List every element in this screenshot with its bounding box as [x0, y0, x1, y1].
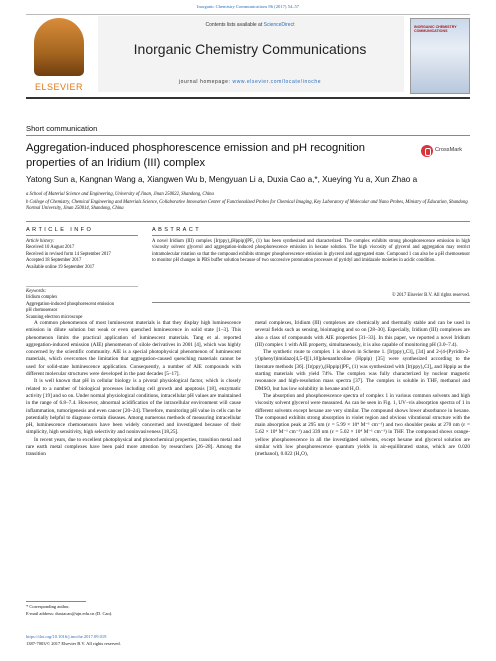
abstract-text: A novel Iridium (III) complex [Ir(ppy)₂(Hppip)]PF₆ (1) has been synthesized and characterized. The complex exhibits strong phosphorescence emission in high viscosity solvent glycerol and aggregation-induced phosphorescence emission in hexane solution. The high viscosity of glycerol and aggregation may restrict intramolecular rotation so that the compound exhibits stronger phosphorescence emission in glycerol and aggregated state. Compound 1 can also be a pH chemosensor to monitor pH changes in PBS buffer solution because of two successive protonation processes of pyridyl and imidazole moieties in acidic condition. [152, 239, 470, 264]
article-history [26, 239, 144, 271]
article-title: Aggregation-induced phosphorescence emission and pH recognition properties of an Iridium (III) complex [26, 142, 365, 169]
body-column-left [26, 320, 241, 459]
keyword-item: pH chemosensor [26, 308, 58, 314]
abstract-heading: ABSTRACT [152, 227, 202, 233]
homepage-link[interactable]: www.elsevier.com/locate/inoche [232, 79, 322, 85]
sciencedirect-link[interactable]: ScienceDirect [263, 22, 295, 28]
doi-link[interactable]: https://doi.org/10.1016/j.inoche.2017.09.019 [26, 634, 107, 639]
keyword-item: Aggregation-induced phosphorescent emission [26, 301, 115, 307]
body-paragraph: The synthetic route to complex 1 is shown in Scheme 1. [Ir(ppy)₂Cl]₂ [34] and 2-(4-(Pyridin-2-yl)phenyl)imidazo[4,5-f][1,10]phenanthroline (Hppip) [35] were synthesized according to the literature methods [36]. [Ir(ppy)₂(Hppip)]PF₆ (1) was synthesized with [Ir(ppy)₂Cl]₂ and Hppip as the starting materials with yield 74%. The complex was fully characterized by nuclear magnetic resonance and high-resolution mass spectra [37]. The complex is soluble in THF, methanol and DMSO, but has low solubility in hexane and H₂O. [255, 349, 470, 392]
issn-line: 1387-7003/© 2017 Elsevier B.V. All rights reserved. [26, 640, 121, 646]
affiliation-b: b College of Chemistry, Chemical Engineering and Materials Science, Collaborative Innovation Center of Functionalized Probes for Chemical Imaging, Key Laboratory of Molecular and Nano Probes, Ministry of Education, Shandong Normal University, Jinan 250014, Shandong, China [26, 200, 468, 212]
affiliation-a: a School of Material Science and Engineering, University of Jinan, Jinan 250022, Shandong, China [26, 192, 214, 197]
divider [26, 135, 470, 136]
crossmark-label: CrossMark [435, 147, 463, 153]
email-note: E-mail address: duxiacao@ujn.edu.cn (D. Cao). [26, 610, 113, 616]
section-type: Short communication [26, 124, 98, 133]
divider [26, 235, 138, 236]
journal-title: Inorganic Chemistry Communications [133, 41, 367, 57]
author-list: Yatong Sun a, Kangnan Wang a, Xiangwen Wu b, Mengyuan Li a, Duxia Cao a,*, Xueying Yu a, Xun Zhao a [26, 175, 418, 184]
corresponding-author-note: * Corresponding author. [26, 604, 70, 609]
divider [26, 221, 470, 222]
body-paragraph: The absorption and phosphorescence spectra of complex 1 in various common solvents and high viscosity solvent glycerol were measured. As can be seen in Fig. 1, UV–vis absorption spectra of 1 in different solvents except hexane are very similar. The compound shows lower absorbance in hexane. The compound exhibits strong absorption in violet region and obvious vibrational structure with the main absorption peak at 295 nm (ε = 5.99 × 10⁴ M⁻¹ cm⁻¹) and two shoulder peaks at 270 nm (ε = 5.62 × 10⁴ M⁻¹ cm⁻¹) and 339 nm (ε = 5.02 × 10⁴ M⁻¹ cm⁻¹) in THF. The compound shows orange-yellow phosphorescence in all the investigated solvents, except hexane and glycerol solution are similar with low phosphorescence quantum yields in air-equilibrated status, which are 0.020 (methanol), 0.022 (H₂O), [255, 392, 470, 458]
article-info-heading: ARTICLE INFO [26, 227, 94, 233]
divider [152, 235, 470, 236]
journal-citation: Inorganic Chemistry Communications 86 (2017) 54–57 [196, 4, 300, 9]
abstract-copyright: © 2017 Elsevier B.V. All rights reserved. [391, 293, 470, 298]
contents-prefix: Contents lists available at [205, 22, 264, 28]
divider [152, 302, 470, 303]
divider [26, 286, 138, 287]
history-item: Available online 19 September 2017 [26, 264, 95, 270]
body-paragraph: metal complexes, Iridium (III) complexes are chemically and thermally stable and can be used in several fields such as sensing, bioimaging and so on [28–30]. Especially, Iridium (III) complexes are also a class of compounds with AIE properties [31–33]. In this paper, we reported a novel Iridium (III) complex 1 with AIE property, simultaneously, it is also capable of monitoring pH (3.0–7.4). [255, 320, 470, 348]
crossmark-icon [421, 145, 433, 157]
footnotes [26, 604, 241, 617]
body-paragraph: In recent years, due to excellent photophysical and photochemical properties, transition metal and rare earth metal complexes have been paid more attention by researchers [26–28]. Among the transition [26, 436, 241, 458]
history-item: Received 10 August 2017 [26, 245, 75, 251]
keyword-item: Iridium complex [26, 295, 58, 301]
cover-title: INORGANIC CHEMISTRY COMMUNICATIONS [414, 25, 457, 34]
body-paragraph: A common phenomenon of most luminescent materials is that they display high luminescence emission in dilute solution but weak or even quenched luminescence in solid state [1–3]. This phenomenon limits the practical application of luminescent materials. Tang et al. reported aggregation-induced emission (AIE) phenomenon of silole derivatives in 2001 [4], which was highly concerned by the scientific community. AIE is a special photophysical phenomenon of luminescent materials, which overcomes the limitation that aggregation-caused quenching materials cannot be used for solid-state luminescence application. Consequently, a number of AIE compounds with different molecular structures were developed in the past decades [5–17]. [26, 320, 241, 378]
contents-line [100, 22, 400, 28]
body-paragraph: It is well known that pH in cellular biology is a pivotal physiological factor, which is closely related to a number of biological processes including cell growth and apoptosis [18], enzymatic activity [19] and so on. Under normal physiological conditions, intracellular pH values are maintained in the range of 6.8–7.4. However, abnormal acidification of the intracellular environment will cause inflammation, tumorigenesis and even cancer [20–24]. Therefore, monitoring pH value in cells can be potentially helpful to diagnose certain diseases. Among numerous methods of measuring intracellular pH, luminescence chemosensors have been widely concerned and investigated because of their simplicity, high sensitivity, high selectivity and noninvasiveness [18,25]. [26, 378, 241, 436]
keyword-item: Scanning electron microscope [26, 314, 83, 320]
history-heading: Article history: [26, 239, 55, 244]
doi-block [26, 634, 326, 647]
journal-homepage [100, 79, 400, 85]
crossmark-badge[interactable] [421, 144, 469, 158]
history-item: Accepted 18 September 2017 [26, 258, 82, 264]
keywords [26, 289, 144, 321]
footnote-divider [26, 601, 86, 602]
history-item: Received in revised form 14 September 2017 [26, 251, 111, 257]
elsevier-tree-icon [34, 18, 84, 76]
elsevier-wordmark: ELSEVIER [34, 82, 84, 92]
elsevier-logo [28, 18, 90, 94]
journal-cover-image [410, 18, 470, 94]
homepage-prefix: journal homepage: [178, 79, 233, 85]
keywords-heading: Keywords: [26, 289, 47, 294]
body-column-right [255, 320, 470, 459]
